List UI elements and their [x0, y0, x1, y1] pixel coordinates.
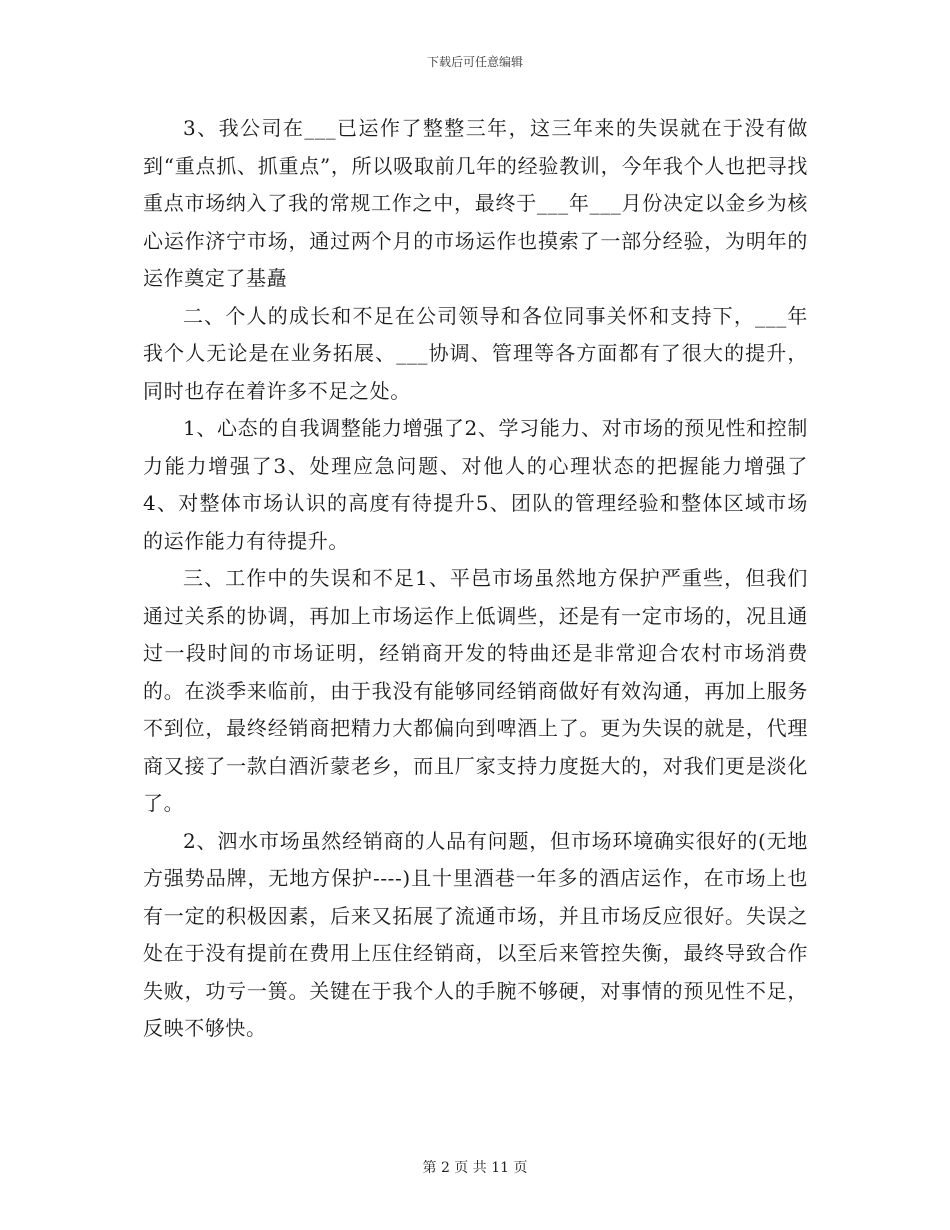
- page-header: 下载后可任意编辑: [426, 55, 523, 69]
- paragraph-sishui-market: 2、泗水市场虽然经销商的人品有问题，但市场环境确实很好的(无地方强势品牌，无地方保护----)且十里酒巷一年多的酒店运作，在市场上也有一定的积极因素，后来又拓展了流通市场，并且市场反应很好。失误之处在于没有提前在费用上压住经销商，以至后来管控失衡，最终导致合作失败，功亏一篑。关键在于我个人的手腕不够硬，对事情的预见性不足，反映不够快。: [143, 828, 808, 1040]
- paragraph-section-3: 三、工作中的失误和不足1、平邑市场虽然地方保护严重些，但我们通过关系的协调，再加上市场运作上低调些，还是有一定市场的，况且通过一段时间的市场证明，经销商开发的特曲还是非常迎合农村市场消费的。在淡季来临前，由于我没有能够同经销商做好有效沟通，再加上服务不到位，最终经销商把精力大都偏向到啤酒上了。更为失误的就是，代理商又接了一款白酒沂蒙老乡，而且厂家支持力度挺大的，对我们更是淡化了。: [143, 566, 808, 815]
- paragraph-growth-list: 1、心态的自我调整能力增强了2、学习能力、对市场的预见性和控制力能力增强了3、处理应急问题、对他人的心理状态的把握能力增强了4、对整体市场认识的高度有待提升5、团队的管理经验和整体区域市场的运作能力有待提升。: [143, 416, 808, 553]
- paragraph-point-3: 3、我公司在___已运作了整整三年，这三年来的失误就在于没有做到“重点抓、抓重点”，所以吸取前几年的经验教训，今年我个人也把寻找重点市场纳入了我的常规工作之中，最终于___年___月份决定以金乡为核心运作济宁市场，通过两个月的市场运作也摸索了一部分经验，为明年的运作奠定了基矗: [143, 116, 808, 290]
- page-footer: 第 2 页 共 11 页: [422, 1160, 528, 1176]
- paragraph-section-2: 二、个人的成长和不足在公司领导和各位同事关怀和支持下，___年我个人无论是在业务拓展、___协调、管理等各方面都有了很大的提升，同时也存在着许多不足之处。: [143, 303, 808, 403]
- document-body: [143, 110, 808, 1048]
